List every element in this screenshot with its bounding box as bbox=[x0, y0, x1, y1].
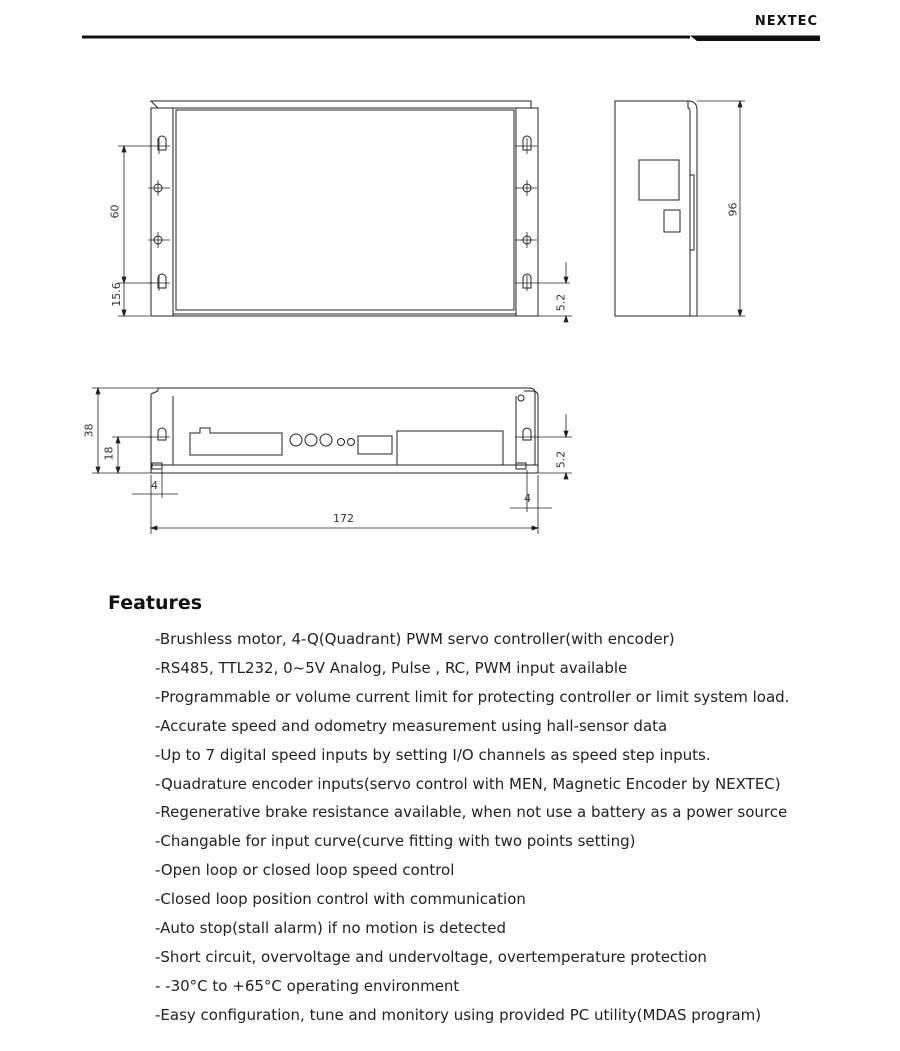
dim-label-96: 96 bbox=[726, 202, 740, 217]
features-list bbox=[155, 625, 789, 1030]
side-view bbox=[615, 101, 745, 316]
dim-label-60: 60 bbox=[108, 204, 122, 219]
top-view bbox=[118, 101, 572, 322]
feature-item: - -30°C to +65°C operating environment bbox=[155, 976, 460, 995]
feature-item: -RS485, TTL232, 0~5V Analog, Pulse , RC, PWM input available bbox=[155, 658, 628, 677]
feature-item: -Auto stop(stall alarm) if no motion is detected bbox=[155, 919, 507, 938]
front-view bbox=[92, 388, 572, 534]
feature-item: -Quadrature encoder inputs(servo control with MEN, Magnetic Encoder by NEXTEC) bbox=[155, 774, 781, 793]
feature-item: -Up to 7 digital speed inputs by setting I/O channels as speed step inputs. bbox=[155, 745, 711, 764]
features-title: Features bbox=[108, 592, 203, 614]
feature-item: -Brushless motor, 4-Q(Quadrant) PWM servo controller(with encoder) bbox=[155, 630, 675, 648]
top-left-mount-holes bbox=[154, 136, 166, 288]
feature-item: -Changable for input curve(curve fitting with two points setting) bbox=[155, 832, 636, 851]
feature-item: -Regenerative brake resistance available, when not use a battery as a power source bbox=[155, 803, 788, 822]
feature-item: -Accurate speed and odometry measurement using hall-sensor data bbox=[155, 716, 668, 735]
dim-label-38: 38 bbox=[82, 423, 96, 438]
dim-label-5-2-top: 5.2 bbox=[554, 293, 568, 312]
dim-label-18: 18 bbox=[102, 446, 116, 461]
dim-label-4-left: 4 bbox=[151, 479, 158, 492]
dim-label-172: 172 bbox=[333, 512, 354, 525]
brand-logo: NEXTEC bbox=[754, 14, 818, 29]
feature-item: -Programmable or volume current limit for protecting controller or limit system load. bbox=[155, 687, 790, 706]
feature-item: -Open loop or closed loop speed control bbox=[155, 861, 455, 880]
feature-item: -Closed loop position control with communication bbox=[155, 890, 526, 909]
dim-label-4-right: 4 bbox=[524, 492, 531, 505]
dim-label-15-6: 15.6 bbox=[109, 282, 123, 307]
feature-item: -Short circuit, overvoltage and undervoltage, overtemperature protection bbox=[155, 947, 707, 966]
feature-item: -Easy configuration, tune and monitory using provided PC utility(MDAS program) bbox=[155, 1005, 762, 1024]
dim-label-5-2-front: 5.2 bbox=[554, 450, 568, 469]
top-right-mount-holes bbox=[523, 136, 531, 288]
